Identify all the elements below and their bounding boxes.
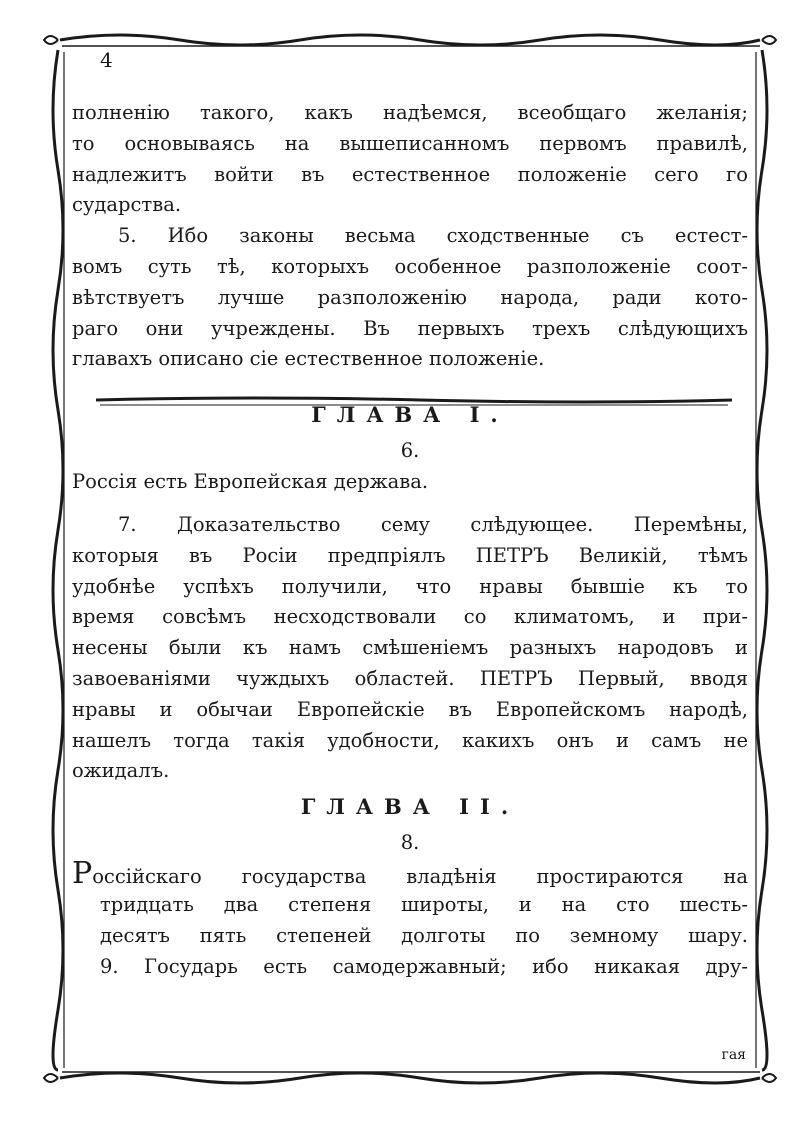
text-line: главахъ описано сіе естественное положеніе. [72, 347, 545, 371]
text-line: которыя въ Росіи предпріялъ ПЕТРЪ Великій, тѣмъ [72, 543, 748, 567]
text-line: полненію такого, какъ надѣемся, всеобщаго желанія; [72, 101, 748, 124]
text-line: надлежитъ войти въ естественное положеніе сего го [72, 162, 748, 186]
text-line: десятъ пять степеней долготы по земному шару. [100, 923, 748, 947]
text-line: вѣтствуетъ лучше разположенію народа, ради кото- [72, 285, 748, 309]
text-line: то основываясь на вышеписанномъ первомъ правилѣ, [72, 131, 748, 155]
text-line: 5. Ибо законы весьма сходственные съ естест- [118, 224, 748, 248]
text-line [72, 856, 748, 892]
page-text [72, 50, 748, 982]
text-line: завоеваніями чуждыхъ областей. ПЕТРЪ Первый, вводя [72, 666, 748, 690]
chapter-2-heading: ГЛАВА II. [300, 794, 520, 820]
drop-cap: Р [72, 856, 93, 892]
border-bottom [60, 1073, 760, 1083]
paragraph-6: Россія есть Европейская держава. [72, 470, 429, 494]
page-number: 4 [100, 48, 113, 72]
text-line: сударства. [72, 193, 182, 217]
text-line: удобнѣе успѣхъ получили, что нравы бывшіе къ то [72, 574, 748, 598]
paragraph-7 [72, 510, 748, 787]
text-line: нашелъ тогда такія удобности, какихъ онъ и самъ не [72, 728, 748, 752]
chapter-1-heading: ГЛАВА I. [311, 402, 509, 428]
text-line: несены были къ намъ смѣшеніемъ разныхъ народовъ и [72, 636, 748, 660]
border-left [53, 50, 63, 1070]
section-6-number: 6. [400, 439, 420, 463]
text-line: время совсѣмъ несходствовали со климатомъ, и при- [72, 605, 748, 629]
paragraph-5 [72, 221, 748, 375]
text-line: вомъ суть тѣ, которыхъ особенное разположеніе соот- [72, 254, 748, 278]
section-8-number: 8. [400, 831, 420, 855]
text-line: ожидалъ. [72, 759, 170, 783]
paragraph-8 [72, 856, 748, 951]
text-span: оссійскаго государства владѣнія простираются на [92, 865, 748, 889]
border-right [757, 50, 767, 1070]
border-top [60, 35, 760, 45]
catchword: гая [721, 1047, 746, 1063]
text-line: тридцать два степеня широты, и на сто шесть- [100, 892, 748, 916]
text-line: раго они учреждены. Въ первыхъ трехъ слѣдующихъ [72, 316, 748, 340]
intro-paragraph [72, 98, 748, 221]
text-line: нравы и обычаи Европейскіе въ Европейскомъ народѣ, [72, 697, 748, 721]
paragraph-9: 9. Государь есть самодержавный; ибо никакая дру- [100, 954, 748, 978]
text-line: 7. Доказательство сему слѣдующее. Перемѣны, [118, 512, 748, 536]
